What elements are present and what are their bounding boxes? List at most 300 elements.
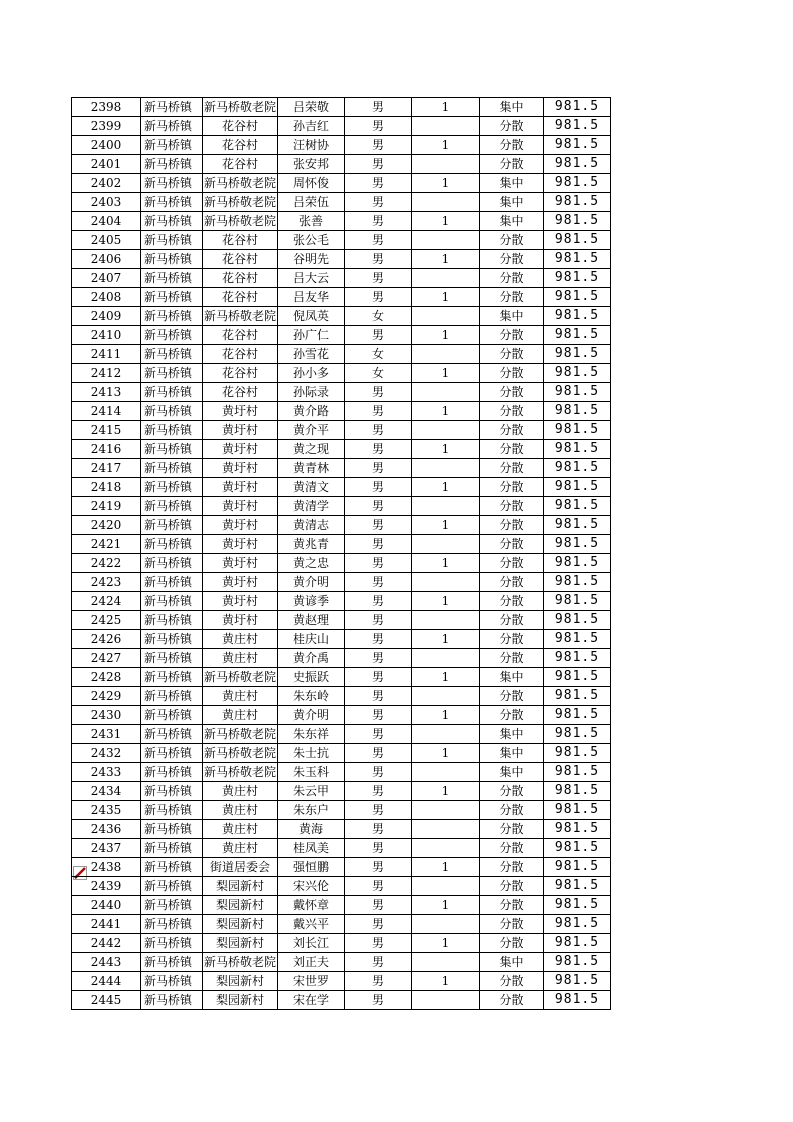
flag-cell[interactable]: 1 xyxy=(412,136,480,155)
name-cell[interactable]: 朱东户 xyxy=(278,801,345,820)
flag-cell[interactable] xyxy=(412,763,480,782)
flag-cell[interactable]: 1 xyxy=(412,98,480,117)
unit-cell[interactable]: 黄圩村 xyxy=(203,421,278,440)
town-cell[interactable]: 新马桥镇 xyxy=(141,269,203,288)
gender-cell[interactable]: 男 xyxy=(345,212,412,231)
unit-cell[interactable]: 黄圩村 xyxy=(203,516,278,535)
name-cell[interactable]: 黄介平 xyxy=(278,421,345,440)
mode-cell[interactable]: 分散 xyxy=(480,915,544,934)
name-cell[interactable]: 孙雪花 xyxy=(278,345,345,364)
mode-cell[interactable]: 分散 xyxy=(480,421,544,440)
unit-cell[interactable]: 黄圩村 xyxy=(203,440,278,459)
amount-cell[interactable]: 981.5 xyxy=(544,383,611,402)
town-cell[interactable]: 新马桥镇 xyxy=(141,801,203,820)
town-cell[interactable]: 新马桥镇 xyxy=(141,725,203,744)
mode-cell[interactable]: 分散 xyxy=(480,839,544,858)
row-number-cell[interactable]: 2430 xyxy=(72,706,141,725)
gender-cell[interactable]: 男 xyxy=(345,98,412,117)
town-cell[interactable]: 新马桥镇 xyxy=(141,402,203,421)
unit-cell[interactable]: 黄庄村 xyxy=(203,839,278,858)
mode-cell[interactable]: 分散 xyxy=(480,991,544,1010)
name-cell[interactable]: 黄清学 xyxy=(278,497,345,516)
flag-cell[interactable]: 1 xyxy=(412,516,480,535)
name-cell[interactable]: 戴兴平 xyxy=(278,915,345,934)
row-number-cell[interactable]: 2404 xyxy=(72,212,141,231)
gender-cell[interactable]: 男 xyxy=(345,193,412,212)
town-cell[interactable]: 新马桥镇 xyxy=(141,307,203,326)
amount-cell[interactable]: 981.5 xyxy=(544,782,611,801)
amount-cell[interactable]: 981.5 xyxy=(544,193,611,212)
amount-cell[interactable]: 981.5 xyxy=(544,725,611,744)
mode-cell[interactable]: 集中 xyxy=(480,174,544,193)
town-cell[interactable]: 新马桥镇 xyxy=(141,915,203,934)
town-cell[interactable]: 新马桥镇 xyxy=(141,630,203,649)
town-cell[interactable]: 新马桥镇 xyxy=(141,345,203,364)
mode-cell[interactable]: 分散 xyxy=(480,117,544,136)
mode-cell[interactable]: 集中 xyxy=(480,725,544,744)
mode-cell[interactable]: 分散 xyxy=(480,934,544,953)
mode-cell[interactable]: 集中 xyxy=(480,212,544,231)
row-number-cell[interactable]: 2416 xyxy=(72,440,141,459)
flag-cell[interactable] xyxy=(412,839,480,858)
flag-cell[interactable] xyxy=(412,269,480,288)
flag-cell[interactable] xyxy=(412,155,480,174)
flag-cell[interactable]: 1 xyxy=(412,782,480,801)
mode-cell[interactable]: 分散 xyxy=(480,497,544,516)
name-cell[interactable]: 黄介明 xyxy=(278,573,345,592)
row-number-cell[interactable]: 2418 xyxy=(72,478,141,497)
mode-cell[interactable]: 分散 xyxy=(480,478,544,497)
flag-cell[interactable]: 1 xyxy=(412,402,480,421)
name-cell[interactable]: 孙小多 xyxy=(278,364,345,383)
mode-cell[interactable]: 集中 xyxy=(480,953,544,972)
mode-cell[interactable]: 分散 xyxy=(480,326,544,345)
flag-cell[interactable] xyxy=(412,991,480,1010)
town-cell[interactable]: 新马桥镇 xyxy=(141,231,203,250)
name-cell[interactable]: 黄介明 xyxy=(278,706,345,725)
unit-cell[interactable]: 新马桥敬老院 xyxy=(203,307,278,326)
amount-cell[interactable]: 981.5 xyxy=(544,402,611,421)
row-number-cell[interactable]: 2432 xyxy=(72,744,141,763)
town-cell[interactable]: 新马桥镇 xyxy=(141,668,203,687)
name-cell[interactable]: 史振跃 xyxy=(278,668,345,687)
row-number-cell[interactable]: 2412 xyxy=(72,364,141,383)
flag-cell[interactable]: 1 xyxy=(412,668,480,687)
name-cell[interactable]: 黄介路 xyxy=(278,402,345,421)
unit-cell[interactable]: 新马桥敬老院 xyxy=(203,763,278,782)
unit-cell[interactable]: 梨园新村 xyxy=(203,934,278,953)
unit-cell[interactable]: 新马桥敬老院 xyxy=(203,725,278,744)
gender-cell[interactable]: 男 xyxy=(345,231,412,250)
amount-cell[interactable]: 981.5 xyxy=(544,155,611,174)
unit-cell[interactable]: 梨园新村 xyxy=(203,915,278,934)
town-cell[interactable]: 新马桥镇 xyxy=(141,763,203,782)
gender-cell[interactable]: 男 xyxy=(345,896,412,915)
mode-cell[interactable]: 分散 xyxy=(480,250,544,269)
amount-cell[interactable]: 981.5 xyxy=(544,364,611,383)
mode-cell[interactable]: 分散 xyxy=(480,364,544,383)
row-number-cell[interactable]: 2427 xyxy=(72,649,141,668)
gender-cell[interactable]: 男 xyxy=(345,497,412,516)
unit-cell[interactable]: 新马桥敬老院 xyxy=(203,193,278,212)
amount-cell[interactable]: 981.5 xyxy=(544,972,611,991)
name-cell[interactable]: 桂庆山 xyxy=(278,630,345,649)
mode-cell[interactable]: 集中 xyxy=(480,763,544,782)
name-cell[interactable]: 周怀俊 xyxy=(278,174,345,193)
gender-cell[interactable]: 男 xyxy=(345,991,412,1010)
gender-cell[interactable]: 男 xyxy=(345,934,412,953)
town-cell[interactable]: 新马桥镇 xyxy=(141,744,203,763)
town-cell[interactable]: 新马桥镇 xyxy=(141,212,203,231)
town-cell[interactable]: 新马桥镇 xyxy=(141,535,203,554)
gender-cell[interactable]: 男 xyxy=(345,839,412,858)
mode-cell[interactable]: 集中 xyxy=(480,668,544,687)
gender-cell[interactable]: 男 xyxy=(345,630,412,649)
amount-cell[interactable]: 981.5 xyxy=(544,953,611,972)
name-cell[interactable]: 谷明先 xyxy=(278,250,345,269)
unit-cell[interactable]: 新马桥敬老院 xyxy=(203,212,278,231)
flag-cell[interactable]: 1 xyxy=(412,212,480,231)
town-cell[interactable]: 新马桥镇 xyxy=(141,288,203,307)
gender-cell[interactable]: 男 xyxy=(345,383,412,402)
unit-cell[interactable]: 花谷村 xyxy=(203,269,278,288)
mode-cell[interactable]: 分散 xyxy=(480,630,544,649)
town-cell[interactable]: 新马桥镇 xyxy=(141,383,203,402)
mode-cell[interactable]: 分散 xyxy=(480,858,544,877)
mode-cell[interactable]: 分散 xyxy=(480,383,544,402)
amount-cell[interactable]: 981.5 xyxy=(544,440,611,459)
unit-cell[interactable]: 黄圩村 xyxy=(203,478,278,497)
town-cell[interactable]: 新马桥镇 xyxy=(141,497,203,516)
row-number-cell[interactable]: 2439 xyxy=(72,877,141,896)
amount-cell[interactable]: 981.5 xyxy=(544,288,611,307)
amount-cell[interactable]: 981.5 xyxy=(544,212,611,231)
mode-cell[interactable]: 分散 xyxy=(480,516,544,535)
row-number-cell[interactable]: 2431 xyxy=(72,725,141,744)
town-cell[interactable]: 新马桥镇 xyxy=(141,592,203,611)
mode-cell[interactable]: 分散 xyxy=(480,440,544,459)
flag-cell[interactable]: 1 xyxy=(412,744,480,763)
name-cell[interactable]: 刘正夫 xyxy=(278,953,345,972)
amount-cell[interactable]: 981.5 xyxy=(544,706,611,725)
town-cell[interactable]: 新马桥镇 xyxy=(141,250,203,269)
name-cell[interactable]: 宋兴伦 xyxy=(278,877,345,896)
row-number-cell[interactable]: 2403 xyxy=(72,193,141,212)
unit-cell[interactable]: 花谷村 xyxy=(203,250,278,269)
mode-cell[interactable]: 分散 xyxy=(480,801,544,820)
flag-cell[interactable]: 1 xyxy=(412,858,480,877)
mode-cell[interactable]: 集中 xyxy=(480,744,544,763)
row-number-cell[interactable]: 2405 xyxy=(72,231,141,250)
mode-cell[interactable]: 分散 xyxy=(480,459,544,478)
mode-cell[interactable]: 分散 xyxy=(480,877,544,896)
amount-cell[interactable]: 981.5 xyxy=(544,896,611,915)
amount-cell[interactable]: 981.5 xyxy=(544,459,611,478)
name-cell[interactable]: 黄赵理 xyxy=(278,611,345,630)
name-cell[interactable]: 吕大云 xyxy=(278,269,345,288)
row-number-cell[interactable]: 2424 xyxy=(72,592,141,611)
gender-cell[interactable]: 男 xyxy=(345,687,412,706)
amount-cell[interactable]: 981.5 xyxy=(544,592,611,611)
mode-cell[interactable]: 分散 xyxy=(480,592,544,611)
name-cell[interactable]: 黄之现 xyxy=(278,440,345,459)
gender-cell[interactable]: 男 xyxy=(345,858,412,877)
name-cell[interactable]: 黄青林 xyxy=(278,459,345,478)
town-cell[interactable]: 新马桥镇 xyxy=(141,193,203,212)
gender-cell[interactable]: 男 xyxy=(345,820,412,839)
name-cell[interactable]: 孙广仁 xyxy=(278,326,345,345)
mode-cell[interactable]: 分散 xyxy=(480,896,544,915)
gender-cell[interactable]: 男 xyxy=(345,668,412,687)
town-cell[interactable]: 新马桥镇 xyxy=(141,98,203,117)
flag-cell[interactable] xyxy=(412,307,480,326)
gender-cell[interactable]: 男 xyxy=(345,478,412,497)
unit-cell[interactable]: 黄庄村 xyxy=(203,687,278,706)
name-cell[interactable]: 朱玉科 xyxy=(278,763,345,782)
flag-cell[interactable] xyxy=(412,649,480,668)
name-cell[interactable]: 宋世罗 xyxy=(278,972,345,991)
amount-cell[interactable]: 981.5 xyxy=(544,345,611,364)
name-cell[interactable]: 朱士抗 xyxy=(278,744,345,763)
amount-cell[interactable]: 981.5 xyxy=(544,554,611,573)
mode-cell[interactable]: 集中 xyxy=(480,98,544,117)
name-cell[interactable]: 朱东岭 xyxy=(278,687,345,706)
name-cell[interactable]: 吕荣敬 xyxy=(278,98,345,117)
name-cell[interactable]: 黄清志 xyxy=(278,516,345,535)
gender-cell[interactable]: 女 xyxy=(345,364,412,383)
name-cell[interactable]: 吕友华 xyxy=(278,288,345,307)
gender-cell[interactable]: 男 xyxy=(345,972,412,991)
flag-cell[interactable] xyxy=(412,687,480,706)
row-number-cell[interactable]: 2434 xyxy=(72,782,141,801)
mode-cell[interactable]: 分散 xyxy=(480,611,544,630)
unit-cell[interactable]: 黄圩村 xyxy=(203,402,278,421)
row-number-cell[interactable]: 2400 xyxy=(72,136,141,155)
town-cell[interactable]: 新马桥镇 xyxy=(141,706,203,725)
flag-cell[interactable]: 1 xyxy=(412,364,480,383)
unit-cell[interactable]: 新马桥敬老院 xyxy=(203,174,278,193)
flag-cell[interactable]: 1 xyxy=(412,174,480,193)
name-cell[interactable]: 桂凤美 xyxy=(278,839,345,858)
amount-cell[interactable]: 981.5 xyxy=(544,649,611,668)
unit-cell[interactable]: 黄圩村 xyxy=(203,573,278,592)
flag-cell[interactable] xyxy=(412,801,480,820)
town-cell[interactable]: 新马桥镇 xyxy=(141,440,203,459)
amount-cell[interactable]: 981.5 xyxy=(544,763,611,782)
name-cell[interactable]: 黄介禹 xyxy=(278,649,345,668)
row-number-cell[interactable]: 2441 xyxy=(72,915,141,934)
name-cell[interactable]: 黄兆青 xyxy=(278,535,345,554)
gender-cell[interactable]: 男 xyxy=(345,421,412,440)
unit-cell[interactable]: 黄圩村 xyxy=(203,535,278,554)
name-cell[interactable]: 黄海 xyxy=(278,820,345,839)
town-cell[interactable]: 新马桥镇 xyxy=(141,820,203,839)
gender-cell[interactable]: 男 xyxy=(345,953,412,972)
row-number-cell[interactable]: 2398 xyxy=(72,98,141,117)
flag-cell[interactable]: 1 xyxy=(412,972,480,991)
name-cell[interactable]: 宋在学 xyxy=(278,991,345,1010)
gender-cell[interactable]: 男 xyxy=(345,459,412,478)
town-cell[interactable]: 新马桥镇 xyxy=(141,155,203,174)
name-cell[interactable]: 张善 xyxy=(278,212,345,231)
name-cell[interactable]: 倪凤英 xyxy=(278,307,345,326)
amount-cell[interactable]: 981.5 xyxy=(544,117,611,136)
town-cell[interactable]: 新马桥镇 xyxy=(141,459,203,478)
name-cell[interactable]: 吕荣伍 xyxy=(278,193,345,212)
row-number-cell[interactable]: 2428 xyxy=(72,668,141,687)
name-cell[interactable]: 黄之忠 xyxy=(278,554,345,573)
town-cell[interactable]: 新马桥镇 xyxy=(141,611,203,630)
amount-cell[interactable]: 981.5 xyxy=(544,877,611,896)
amount-cell[interactable]: 981.5 xyxy=(544,535,611,554)
unit-cell[interactable]: 梨园新村 xyxy=(203,991,278,1010)
unit-cell[interactable]: 黄庄村 xyxy=(203,649,278,668)
gender-cell[interactable]: 男 xyxy=(345,155,412,174)
gender-cell[interactable]: 男 xyxy=(345,611,412,630)
flag-cell[interactable]: 1 xyxy=(412,288,480,307)
amount-cell[interactable]: 981.5 xyxy=(544,98,611,117)
gender-cell[interactable]: 男 xyxy=(345,744,412,763)
unit-cell[interactable]: 新马桥敬老院 xyxy=(203,668,278,687)
gender-cell[interactable]: 男 xyxy=(345,649,412,668)
row-number-cell[interactable]: 2426 xyxy=(72,630,141,649)
town-cell[interactable]: 新马桥镇 xyxy=(141,953,203,972)
mode-cell[interactable]: 分散 xyxy=(480,649,544,668)
amount-cell[interactable]: 981.5 xyxy=(544,744,611,763)
flag-cell[interactable] xyxy=(412,953,480,972)
flag-cell[interactable] xyxy=(412,820,480,839)
row-number-cell[interactable]: 2443 xyxy=(72,953,141,972)
unit-cell[interactable]: 黄庄村 xyxy=(203,801,278,820)
gender-cell[interactable]: 男 xyxy=(345,402,412,421)
gender-cell[interactable]: 男 xyxy=(345,706,412,725)
name-cell[interactable]: 朱云甲 xyxy=(278,782,345,801)
unit-cell[interactable]: 花谷村 xyxy=(203,326,278,345)
gender-cell[interactable]: 女 xyxy=(345,345,412,364)
gender-cell[interactable]: 男 xyxy=(345,554,412,573)
row-number-cell[interactable]: 2444 xyxy=(72,972,141,991)
town-cell[interactable]: 新马桥镇 xyxy=(141,934,203,953)
row-number-cell[interactable]: 2406 xyxy=(72,250,141,269)
town-cell[interactable]: 新马桥镇 xyxy=(141,877,203,896)
flag-cell[interactable]: 1 xyxy=(412,630,480,649)
name-cell[interactable]: 朱东祥 xyxy=(278,725,345,744)
amount-cell[interactable]: 981.5 xyxy=(544,478,611,497)
amount-cell[interactable]: 981.5 xyxy=(544,174,611,193)
unit-cell[interactable]: 黄庄村 xyxy=(203,630,278,649)
gender-cell[interactable]: 女 xyxy=(345,307,412,326)
gender-cell[interactable]: 男 xyxy=(345,725,412,744)
amount-cell[interactable]: 981.5 xyxy=(544,915,611,934)
amount-cell[interactable]: 981.5 xyxy=(544,820,611,839)
name-cell[interactable]: 汪树协 xyxy=(278,136,345,155)
row-number-cell[interactable]: 2410 xyxy=(72,326,141,345)
mode-cell[interactable]: 集中 xyxy=(480,193,544,212)
gender-cell[interactable]: 男 xyxy=(345,877,412,896)
gender-cell[interactable]: 男 xyxy=(345,117,412,136)
gender-cell[interactable]: 男 xyxy=(345,269,412,288)
flag-cell[interactable] xyxy=(412,497,480,516)
row-number-cell[interactable]: 2399 xyxy=(72,117,141,136)
amount-cell[interactable]: 981.5 xyxy=(544,421,611,440)
unit-cell[interactable]: 花谷村 xyxy=(203,364,278,383)
mode-cell[interactable]: 分散 xyxy=(480,269,544,288)
amount-cell[interactable]: 981.5 xyxy=(544,687,611,706)
unit-cell[interactable]: 梨园新村 xyxy=(203,896,278,915)
town-cell[interactable]: 新马桥镇 xyxy=(141,991,203,1010)
flag-cell[interactable]: 1 xyxy=(412,592,480,611)
flag-cell[interactable] xyxy=(412,535,480,554)
flag-cell[interactable] xyxy=(412,459,480,478)
row-number-cell[interactable]: 2440 xyxy=(72,896,141,915)
row-number-cell[interactable]: 2437 xyxy=(72,839,141,858)
flag-cell[interactable]: 1 xyxy=(412,250,480,269)
flag-cell[interactable] xyxy=(412,193,480,212)
flag-cell[interactable] xyxy=(412,725,480,744)
row-number-cell[interactable]: 2402 xyxy=(72,174,141,193)
town-cell[interactable]: 新马桥镇 xyxy=(141,782,203,801)
unit-cell[interactable]: 梨园新村 xyxy=(203,877,278,896)
amount-cell[interactable]: 981.5 xyxy=(544,516,611,535)
row-number-cell[interactable]: 2433 xyxy=(72,763,141,782)
gender-cell[interactable]: 男 xyxy=(345,174,412,193)
mode-cell[interactable]: 分散 xyxy=(480,155,544,174)
amount-cell[interactable]: 981.5 xyxy=(544,307,611,326)
row-number-cell[interactable]: 2401 xyxy=(72,155,141,174)
gender-cell[interactable]: 男 xyxy=(345,535,412,554)
town-cell[interactable]: 新马桥镇 xyxy=(141,896,203,915)
row-number-cell[interactable]: 2419 xyxy=(72,497,141,516)
row-number-cell[interactable]: 2438 xyxy=(72,858,141,877)
unit-cell[interactable]: 黄圩村 xyxy=(203,459,278,478)
amount-cell[interactable]: 981.5 xyxy=(544,231,611,250)
town-cell[interactable]: 新马桥镇 xyxy=(141,554,203,573)
name-cell[interactable]: 戴怀章 xyxy=(278,896,345,915)
flag-cell[interactable]: 1 xyxy=(412,896,480,915)
name-cell[interactable]: 张公毛 xyxy=(278,231,345,250)
row-number-cell[interactable]: 2445 xyxy=(72,991,141,1010)
amount-cell[interactable]: 981.5 xyxy=(544,136,611,155)
town-cell[interactable]: 新马桥镇 xyxy=(141,421,203,440)
town-cell[interactable]: 新马桥镇 xyxy=(141,516,203,535)
flag-cell[interactable] xyxy=(412,345,480,364)
mode-cell[interactable]: 分散 xyxy=(480,972,544,991)
unit-cell[interactable]: 梨园新村 xyxy=(203,972,278,991)
mode-cell[interactable]: 分散 xyxy=(480,231,544,250)
flag-cell[interactable] xyxy=(412,915,480,934)
unit-cell[interactable]: 黄庄村 xyxy=(203,706,278,725)
gender-cell[interactable]: 男 xyxy=(345,288,412,307)
unit-cell[interactable]: 黄庄村 xyxy=(203,782,278,801)
amount-cell[interactable]: 981.5 xyxy=(544,611,611,630)
gender-cell[interactable]: 男 xyxy=(345,516,412,535)
row-number-cell[interactable]: 2411 xyxy=(72,345,141,364)
row-number-cell[interactable]: 2422 xyxy=(72,554,141,573)
unit-cell[interactable]: 花谷村 xyxy=(203,231,278,250)
town-cell[interactable]: 新马桥镇 xyxy=(141,858,203,877)
town-cell[interactable]: 新马桥镇 xyxy=(141,649,203,668)
amount-cell[interactable]: 981.5 xyxy=(544,326,611,345)
name-cell[interactable]: 孙吉红 xyxy=(278,117,345,136)
flag-cell[interactable] xyxy=(412,117,480,136)
town-cell[interactable]: 新马桥镇 xyxy=(141,478,203,497)
flag-cell[interactable] xyxy=(412,877,480,896)
flag-cell[interactable] xyxy=(412,383,480,402)
gender-cell[interactable]: 男 xyxy=(345,763,412,782)
amount-cell[interactable]: 981.5 xyxy=(544,250,611,269)
town-cell[interactable]: 新马桥镇 xyxy=(141,364,203,383)
mode-cell[interactable]: 分散 xyxy=(480,345,544,364)
